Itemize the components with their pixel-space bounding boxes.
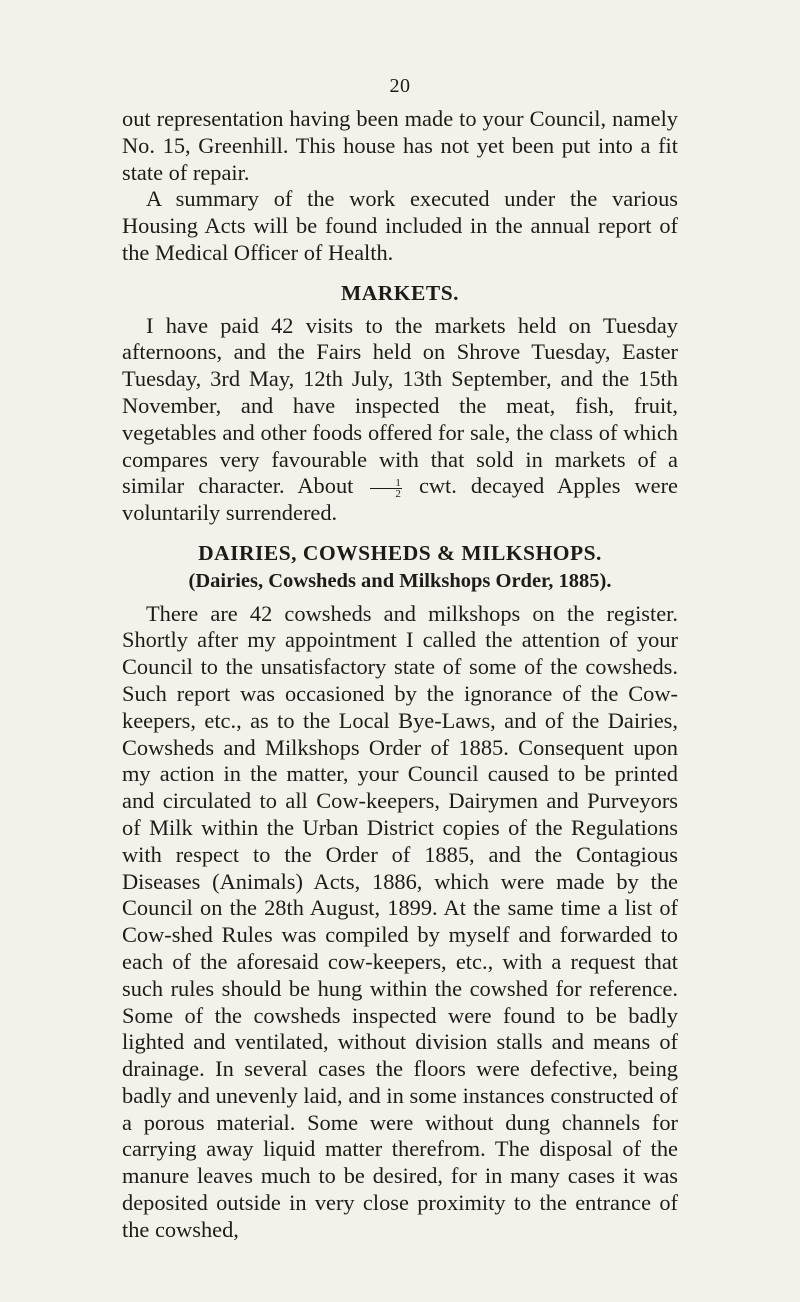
intro-paragraph-2: A summary of the work executed under the various Housing Acts will be found included in the annual report of the Medical Officer of Health. bbox=[122, 186, 678, 265]
markets-text-before-fraction: I have paid 42 visits to the markets held on Tuesday afternoons, and the Fairs held on Shrove Tuesday, Easter Tuesday, 3rd May, 12th July, 13th September, and the 15th November, and have inspected the meat, fish, fruit, vegetables and other foods offered for sale, the class of which compares very favourable with that sold in markets of a similar character. About bbox=[122, 312, 678, 499]
markets-paragraph bbox=[122, 313, 678, 527]
dairies-subheading: (Dairies, Cowsheds and Milkshops Order, 1885). bbox=[188, 569, 612, 592]
markets-heading: MARKETS. bbox=[340, 280, 460, 305]
intro-paragraph-1: out representation having been made to your Council, namely No. 15, Greenhill. This house has not yet been put into a fit state of repair. bbox=[122, 106, 678, 185]
dairies-heading: DAIRIES, COWSHEDS & MILKSHOPS. bbox=[198, 540, 602, 565]
fraction-denominator: 2 bbox=[395, 487, 401, 500]
page-number: 20 bbox=[389, 75, 411, 97]
half-fraction bbox=[370, 478, 402, 499]
dairies-paragraph: There are 42 cowsheds and milkshops on the register. Shortly after my appointment I called the attention of your Council to the unsatisfactory state of some of the cowsheds. Such report was occasioned by the ignorance of the Cow-keepers, etc., as to the Local Bye-Laws, and of the Dairies, Cowsheds and Milkshops Order of 1885. Consequent upon my action in the matter, your Council caused to be printed and circulated to all Cow-keepers, Dairymen and Purveyors of Milk within the Urban District copies of the Regulations with respect to the Order of 1885, and the Contagious Diseases (Animals) Acts, 1886, which were made by the Council on the 28th August, 1899. At the same time a list of Cow-shed Rules was compiled by myself and forwarded to each of the aforesaid cow-keepers, etc., with a request that such rules should be hung within the cowshed for reference. Some of the cowsheds inspected were found to be badly lighted and ventilated, without division stalls and means of drainage. In several cases the floors were defective, being badly and unevenly laid, and in some instances constructed of a porous material. Some were without dung channels for carrying away liquid matter therefrom. The disposal of the manure leaves much to be desired, for in many cases it was deposited outside in very close proximity to the entrance of the cowshed, bbox=[122, 600, 678, 1242]
page-body bbox=[122, 106, 678, 1244]
fraction-numerator: 1 bbox=[370, 478, 402, 489]
markets-text-after-fraction: cwt. decayed Apples were voluntarily surrendered. bbox=[122, 473, 678, 526]
